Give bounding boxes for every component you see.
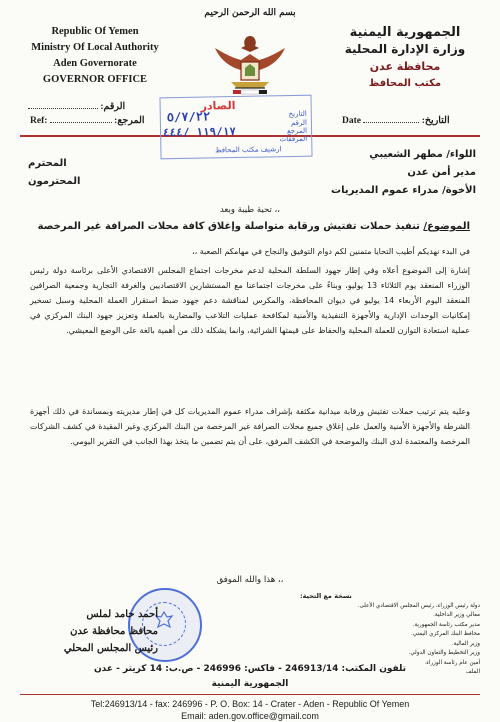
stamp-row-attachments: المرفقات (279, 134, 308, 144)
header-english-line-4: GOVERNOR OFFICE (42, 74, 148, 85)
date-field (342, 113, 450, 126)
stamp-handwritten-number: ١١٩/١٧ /٤٤٤ (162, 125, 237, 140)
date-label-ar: :التاريخ (421, 116, 450, 126)
paragraph-context: إشارة إلى الموضوع أعلاه وفي إطار جهود السلطة المحلية لدعم مخرجات اجتماع المجلس الاقتصادي الأعلى برئاسة دولة رئيس الوزراء المنعقد يوم الثلاثاء 13 يوليو، وبناءً على مخرجات اجتماعنا مع المستشارين الاقتصاديين والغرفة التجارية وجمعية الصرافين المنعقد اليوم الأربعاء 14 يوليو في ديوان المحافظة، والمكرس لمناقشة دعم جهود ضبط استقرار العملة المحلية وسبل تسخير إمكانيات الوحدات الإدارية والأجهزة التنفيذية والأمنية لمكافحة عمليات التلاعب والمضاربة بالعملة وتعزيز جهود البنك المركزي في عملية استعادة التوازن للعملة المحلية والحفاظ على قيمتها الشرائية، وانما يشكله ذلك من أهمية بالغة على الوضع المعيشي. (30, 266, 471, 335)
addressee-block (331, 146, 476, 200)
signatory-name: أحمد حامد لملس (86, 609, 158, 620)
yemen-eagle-emblem-icon (205, 28, 295, 98)
signatory-title-2: رئيس المجلس المحلي (63, 643, 158, 654)
subject-label: الموضوع/ (423, 221, 470, 232)
ref-label-ar: :المرجع (114, 116, 145, 126)
cc-title: نسخة مع التحية: (300, 592, 352, 600)
ref-label-en: Ref: (30, 116, 48, 126)
header-english-line-3: Aden Governorate (53, 58, 137, 69)
honorific-2: المحترمون (28, 176, 81, 187)
signature-block (48, 606, 158, 657)
header-arabic (326, 24, 484, 92)
stamp-row-date: التاريخ (288, 109, 307, 119)
signatory-title-1: محافظ محافظة عدن (70, 626, 158, 637)
footer-divider (20, 694, 480, 695)
closing-line: هذا والله الموفق ،، (216, 575, 284, 585)
cc-item: مدير مكتب رئاسة الجمهورية. (412, 621, 480, 628)
header-english (20, 24, 170, 88)
footer-arabic-country: الجمهورية اليمنية (211, 679, 289, 689)
ref-number-field (28, 99, 125, 112)
cc-item: وزير المالية. (451, 640, 480, 647)
header-arabic-line-2: وزارة الإدارة المحلية (344, 42, 466, 56)
header-english-line-1: Republic Of Yemen (51, 26, 139, 37)
subject-text: تنفيذ حملات تفتيش ورقابة متواصلة وإغلاق كافة محلات الصرافة غير المرخصة (37, 221, 420, 232)
cc-item: وزير التخطيط والتعاون الدولي. (408, 650, 480, 656)
subject-line (30, 221, 470, 232)
footer-english (0, 698, 500, 722)
footer-english-contact: Tel:246913/14 - fax: 246996 - P. O. Box: 14 - Crater - Aden - Republic Of Yemen (90, 699, 410, 709)
header-arabic-line-1: الجمهورية اليمنية (349, 25, 461, 40)
stamp-title: الصادر (200, 99, 236, 113)
header-english-line-2: Ministry Of Local Authority (31, 42, 159, 53)
footer-email: Email: aden.gov.office@gmail.com (181, 711, 319, 721)
stamp-row-number: الرقم (290, 118, 308, 128)
date-label-en: Date (342, 116, 361, 126)
cc-item: أمين عام رئاسة الوزراء. (424, 659, 480, 666)
cc-item: دولة رئيس الوزراء، رئيس المجلس الاقتصادي الأعلى. (357, 602, 480, 609)
greeting: تحية طيبة وبعد ،، (219, 205, 281, 215)
ref-field (30, 113, 145, 126)
cc-item: الملف (465, 669, 480, 675)
cc-item: محافظ البنك المركزي اليمني. (411, 631, 480, 637)
footer-arabic-contact: تلفون المكتب: 246913/14 - فاكس: 246996 - ص.ب: 14 كريتر - عدن (93, 664, 407, 674)
ref-number-label-ar: :الرقم (100, 102, 126, 112)
honorific-1: المحترم (28, 158, 67, 169)
addressee-line-1: اللواء/ مطهر الشعيبي (369, 149, 476, 160)
addressee-line-2: مدير أمن عدن (407, 167, 476, 178)
paragraph-directive: وعليه يتم ترتيب حملات تفتيش ورقابة ميدانية مكثفة بإشراف مدراء عموم المديريات كل في إطار مديريته وبمساندة في ذلك أجهزة الشرطة والأجهزة الأمنية والعمل على إغلاق جميع محلات الصرافة غير المرخصة من البنك المركزي وغير المقيدة في كشف الشركات المرخصة والمعتمدة لدى البنك والموضحة في الكشف المرفق، على أن يتم تضمين ما يتخذ بهذا الجانب في التقرير اليومي. (30, 407, 470, 446)
cc-item: معالي وزير الداخلية. (433, 612, 480, 618)
outgoing-stamp (159, 95, 312, 160)
basmala: بسم الله الرحمن الرحيم (204, 8, 296, 18)
footer-arabic (0, 662, 500, 692)
stamp-footer: ارشيف مكتب المحافظ (214, 145, 282, 155)
paragraph-opening: في البدء نهديكم أطيب التحايا متمنين لكم دوام التوفيق والنجاح في مهامكم الصعبة ،، (192, 247, 470, 256)
addressee-honorifics (28, 155, 80, 191)
addressee-line-3: الأخوة/ مدراء عموم المديريات (331, 185, 476, 196)
stamp-handwritten-date: ٥/٧/٢٢ (166, 109, 211, 125)
stamp-row-ref: المرجع (286, 126, 308, 136)
header-arabic-line-4: مكتب المحافظ (368, 78, 442, 89)
header-arabic-line-3: محافظة عدن (369, 60, 441, 73)
